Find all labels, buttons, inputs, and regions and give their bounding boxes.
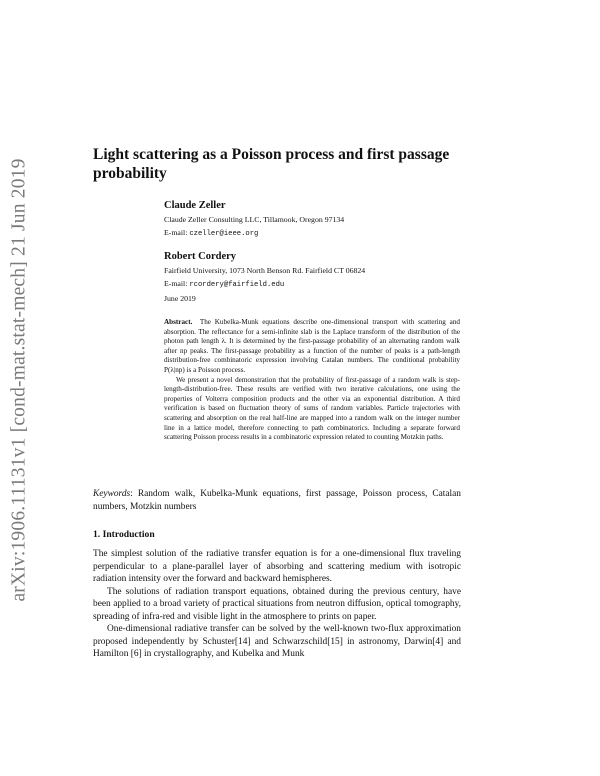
author-block-1: [164, 199, 524, 241]
publication-date: June 2019: [164, 294, 196, 303]
abstract-paragraph-2: We present a novel demonstration that the probability of first-passage of a random walk is step-length-distribution-free. These results are verified with two iterative calculations, one using the properties of Volterra composition products and the other via an exponential distribution. A third verification is based on fluctuation theory of sums of random variables. Particle trajectories with scattering and absorption on the real half-line are mapped into a random walk on the integer number line in a lattice model, therefore connecting to path combinatorics. Including a separate forward scattering Poisson process results in a combinatoric expression related to counting Motzkin paths.: [164, 375, 460, 442]
author-email-line: [164, 277, 524, 292]
abstract: [164, 318, 460, 443]
abstract-label: Abstract.: [164, 318, 193, 326]
author-email-line: [164, 226, 524, 241]
section-body: [93, 548, 461, 661]
email-label: E-mail:: [164, 228, 188, 237]
keywords: [93, 488, 461, 514]
paper-title: Light scattering as a Poisson process and first passage probability: [93, 146, 450, 182]
author-affiliation: Fairfield University, 1073 North Benson Rd. Fairfield CT 06824: [164, 266, 366, 275]
abstract-text: The Kubelka-Munk equations describe one-dimensional transport with scattering and absorption. The reflectance for a semi-infinite slab is the Laplace transform of the distribution of the photon path length λ. It is determined by the first-passage probability of an alternating random walk after np peaks. The first-passage probability as a function of the number of peaks is a path-length distribution-free combinatoric expression involving Catalan numbers. The conditional probability P(λ|np) is a Poisson process.: [164, 318, 460, 374]
author-affiliation: Claude Zeller Consulting LLC, Tillamook, Oregon 97134: [164, 215, 345, 224]
email-address[interactable]: czeller@ieee.org: [189, 230, 259, 238]
arxiv-id-text: arXiv:1906.11131v1 [cond-mat.stat-mech] 21 Jun 2019: [9, 158, 30, 602]
author-name: Robert Cordery: [164, 251, 237, 262]
body-paragraph: The solutions of radiation transport equations, obtained during the previous century, have been applied to a broad variety of practical situations from neutron diffusion, optical tomography, spreading of infra-red and visible light in the atmosphere to prints on paper.: [93, 586, 461, 622]
arxiv-identifier-stamp[interactable]: [2, 130, 38, 630]
section-heading: 1. Introduction: [93, 529, 155, 540]
body-paragraph: One-dimensional radiative transfer can be solved by the well-known two-flux approximation proposed independently by Schuster[14] and Schwarzschild[15] in astronomy, Darwin[4] and Hamilton [6] in crystallography, and Kubelka and Munk: [93, 624, 461, 659]
keywords-text: : Random walk, Kubelka-Munk equations, first passage, Poisson process, Catalan numbers, Motzkin numbers: [93, 489, 461, 512]
abstract-paragraph-1: [164, 318, 460, 376]
author-name: Claude Zeller: [164, 200, 226, 211]
email-address[interactable]: rcordery@fairfield.edu: [189, 281, 285, 289]
body-paragraph: The simplest solution of the radiative transfer equation is for a one-dimensional flux traveling perpendicular to a plane-parallel layer of absorbing and scattering medium with isotropic radiation intensity over the forward and backward hemispheres.: [93, 549, 461, 584]
email-label: E-mail:: [164, 279, 188, 288]
author-block-2: [164, 250, 524, 292]
keywords-label: Keywords: [93, 489, 131, 499]
